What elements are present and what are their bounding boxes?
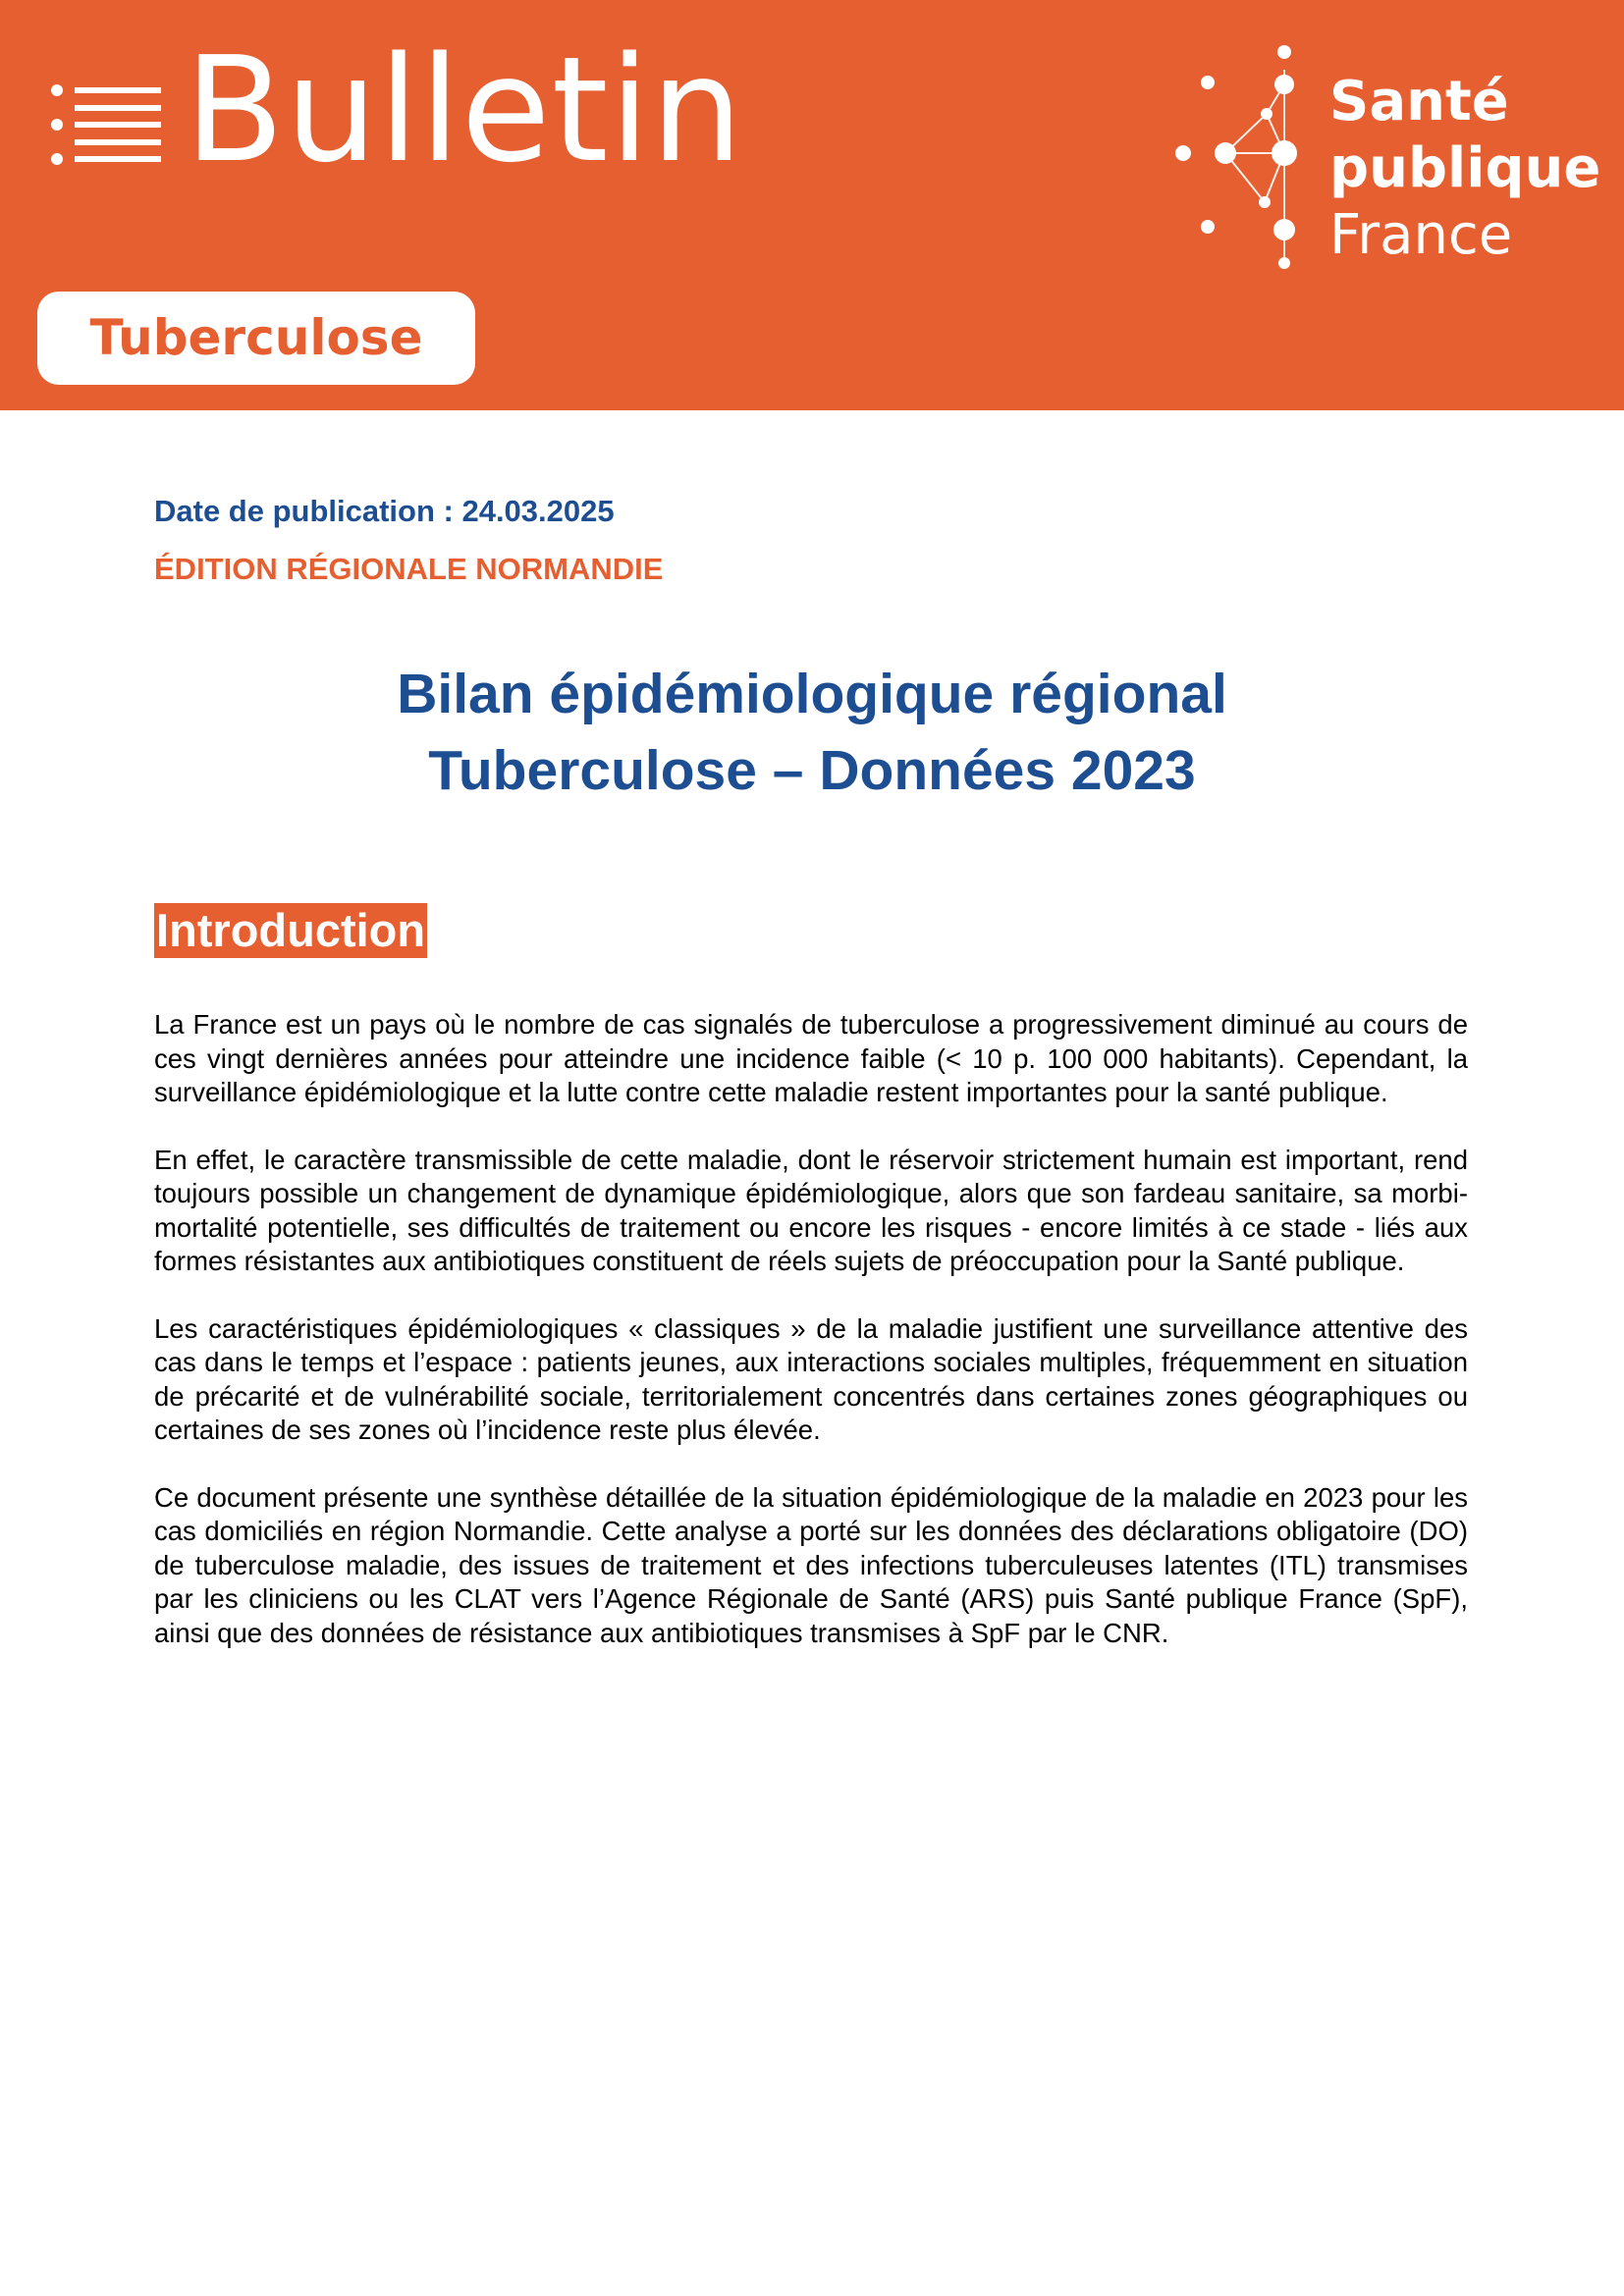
paragraph: La France est un pays où le nombre de cas signalés de tuberculose a progressivement diminué au cours de ces vingt dernières années pour atteindre une incidence faible (< 10 p. 100 000 habitants). Cependant, la surveillance épidémiologique et la lutte contre cette maladie restent importantes pour la santé publique. [154,1009,1468,1107]
sante-publique-logo-icon [1159,35,1316,281]
page-title [0,656,1624,809]
list-icon [49,80,167,169]
publication-date: Date de publication : 24.03.2025 [154,494,615,528]
brand-line-3: France [1329,203,1513,267]
topic-badge [37,292,475,385]
header-banner [0,0,1624,410]
brand-name [1329,69,1600,269]
topic-label: Tuberculose [89,309,423,366]
edition-label: ÉDITION RÉGIONALE NORMANDIE [154,552,664,586]
paragraph: Ce document présente une synthèse détaillée de la situation épidémiologique de la maladie en 2023 pour les cas domiciliés en région Normandie. Cette analyse a porté sur les données des déclarations obligatoire (DO) de tuberculose maladie, des issues de traitement et des infections tuberculeuses latentes (ITL) transmises par les cliniciens ou les CLAT vers l’Agence Régionale de Santé (ARS) puis Santé publique France (SpF), ainsi que des données de résistance aux antibiotiques transmises à SpF par le CNR. [154,1481,1468,1648]
title-line-1: Bilan épidémiologique régional [397,663,1227,725]
paragraph: Les caractéristiques épidémiologiques « classiques » de la maladie justifient une surveillance attentive des cas dans le temps et l’espace : patients jeunes, aux interactions sociales multiples, fréquemment en situation de précarité et de vulnérabilité sociale, territorialement concentrés dans certaines zones géographiques ou certaines de ses zones où l’incidence reste plus élevée. [154,1312,1468,1445]
bulletin-wordmark: Bulletin [185,26,744,194]
title-line-2: Tuberculose – Données 2023 [428,739,1196,802]
introduction-body [154,1008,1468,1683]
introduction-heading: Introduction [156,904,426,956]
brand-line-1: Santé [1329,70,1509,133]
paragraph: En effet, le caractère transmissible de cette maladie, dont le réservoir strictement humain est important, rend toujours possible un changement de dynamique épidémiologique, alors que son fardeau sanitaire, sa morbi-mortalité potentielle, ses difficultés de traitement ou encore les risques - encore limités à ce stade - liés aux formes résistantes aux antibiotiques constituent de réels sujets de préoccupation pour la Santé publique. [154,1144,1468,1276]
brand-line-2: publique [1329,136,1601,200]
